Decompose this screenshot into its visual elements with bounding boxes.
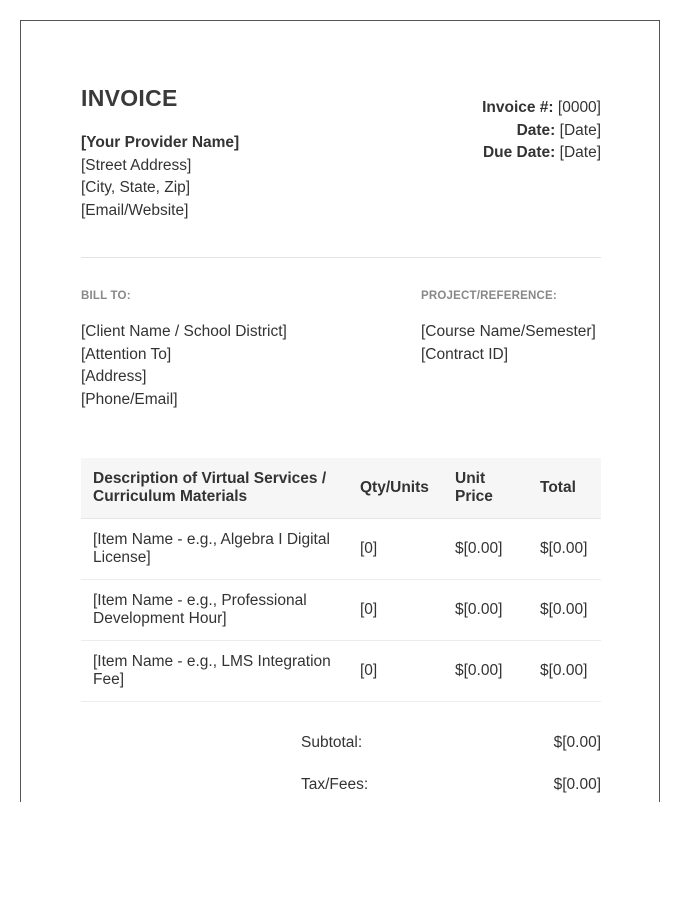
table-row (81, 519, 601, 580)
item-description: [Item Name - e.g., Professional Development Hour] (81, 580, 348, 641)
bill-to-attention: [Attention To] (81, 345, 172, 363)
line-items-header (81, 458, 601, 519)
project-reference-block (421, 321, 596, 366)
provider-name: [Your Provider Name] (81, 134, 240, 151)
invoice-number (482, 97, 601, 120)
item-total: $[0.00] (528, 580, 601, 641)
item-total: $[0.00] (528, 519, 601, 580)
item-description: [Item Name - e.g., Algebra I Digital License] (81, 519, 348, 580)
header-unit-price: Unit Price (443, 458, 528, 519)
invoice-number-value: [0000] (557, 99, 601, 116)
project-course: [Course Name/Semester] (421, 323, 596, 340)
item-qty: [0] (348, 580, 443, 641)
item-total: $[0.00] (528, 641, 601, 702)
project-reference-label: PROJECT/REFERENCE: (421, 290, 557, 302)
provider-contact: [Email/Website] (81, 201, 189, 219)
tax-value: $[0.00] (553, 776, 601, 793)
line-items-table (81, 458, 601, 702)
item-description: [Item Name - e.g., LMS Integration Fee] (81, 641, 348, 702)
provider-city: [City, State, Zip] (81, 179, 191, 196)
bill-to-label: BILL TO: (81, 290, 131, 302)
invoice-due-date-value: [Date] (559, 144, 601, 161)
invoice-due-date (482, 142, 601, 165)
invoice-meta (482, 97, 601, 165)
provider-street: [Street Address] (81, 156, 192, 174)
header-qty: Qty/Units (348, 458, 443, 519)
tax-label: Tax/Fees: (301, 776, 369, 793)
provider-block (81, 132, 239, 222)
item-unit-price: $[0.00] (443, 519, 528, 580)
invoice-number-label: Invoice #: (482, 99, 554, 116)
item-qty: [0] (348, 519, 443, 580)
header-divider (81, 257, 601, 258)
bill-to-phone: [Phone/Email] (81, 390, 178, 408)
invoice-title: INVOICE (81, 85, 178, 111)
project-contract: [Contract ID] (421, 345, 508, 363)
invoice-due-date-label: Due Date: (482, 144, 556, 161)
invoice-date-label: Date: (516, 121, 556, 139)
subtotal-label: Subtotal: (301, 734, 363, 751)
bill-to-address: [Address] (81, 368, 147, 385)
subtotal-value: $[0.00] (553, 734, 601, 751)
header-total: Total (528, 458, 601, 519)
header-description: Description of Virtual Services / Curriculum Materials (81, 458, 348, 519)
line-items-body (81, 519, 601, 702)
item-qty: [0] (348, 641, 443, 702)
item-unit-price: $[0.00] (443, 580, 528, 641)
item-unit-price: $[0.00] (443, 641, 528, 702)
table-row (81, 641, 601, 702)
bill-to-block (81, 321, 287, 411)
invoice-date (482, 120, 601, 143)
invoice-page (20, 20, 660, 802)
header-row (81, 458, 601, 519)
invoice-date-value: [Date] (559, 121, 601, 139)
table-row (81, 580, 601, 641)
bill-to-client: [Client Name / School District] (81, 323, 287, 340)
